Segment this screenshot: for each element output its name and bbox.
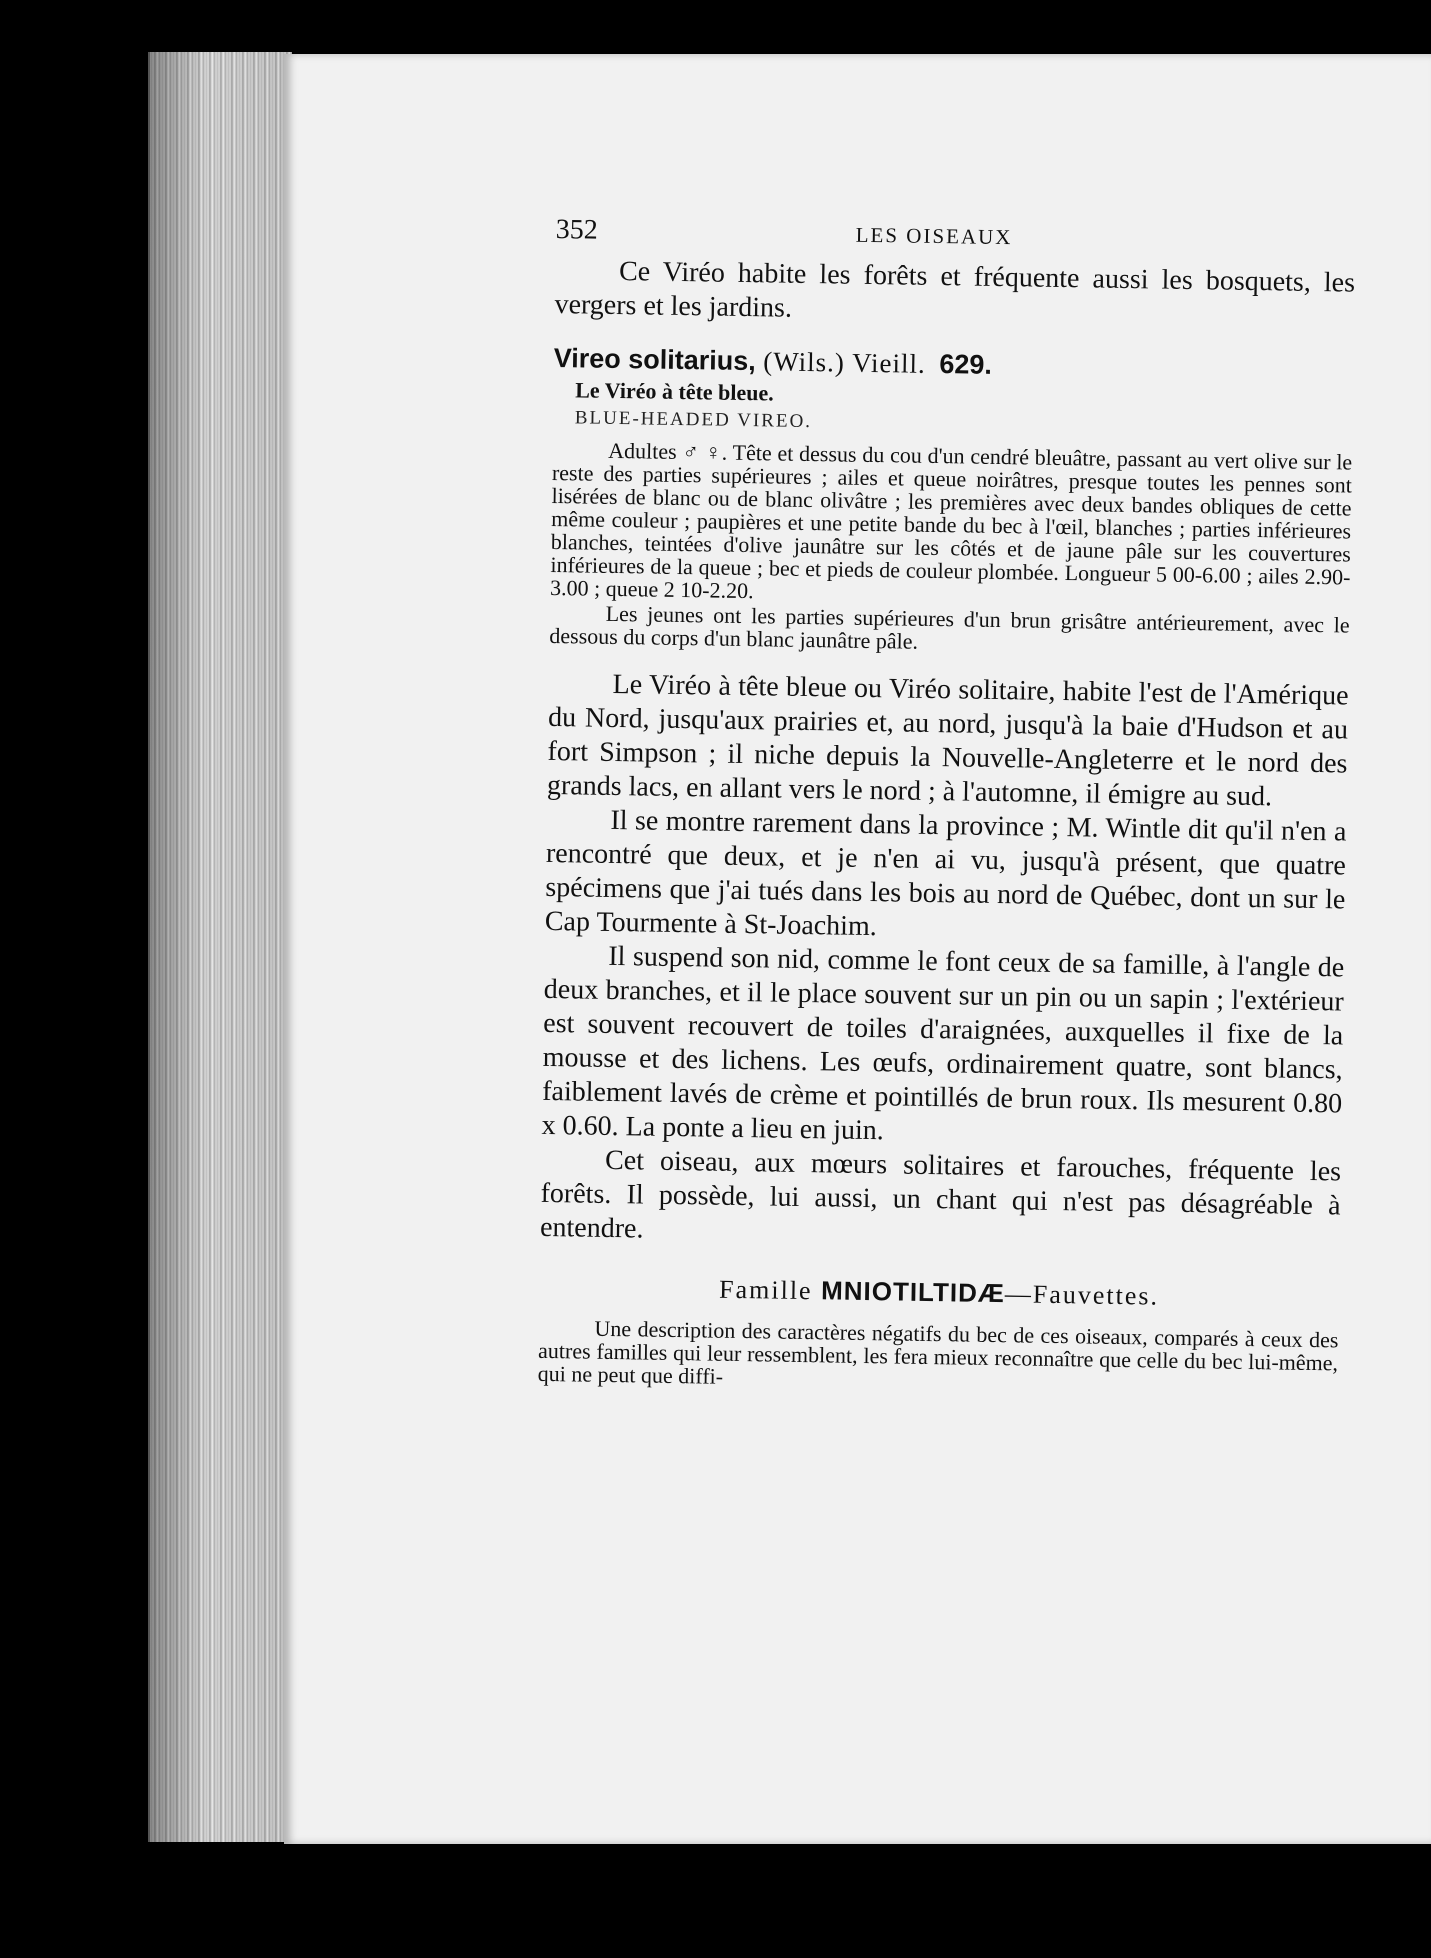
family-prefix: Famille: [718, 1274, 813, 1306]
intro-paragraph: Ce Viréo habite les forêts et fréquente aussi les bosquets, les vergers et les jardins.: [554, 256, 1356, 324]
family-latin-name: MNIOTILTIDÆ: [820, 1275, 1006, 1309]
body-paragraph: Le Viréo à tête bleue ou Viréo solitaire, habite l'est de l'Amérique du Nord, jusqu'aux prairies et, au nord, jusqu'à la baie d'Hudson et au fort Simpson ; il niche depuis la Nouvelle-Angleterre et le nord des grands lacs, en allant vers le nord ; à l'automne, il émigre au sud.: [546, 668, 1349, 813]
book-page-edges: [148, 52, 292, 1842]
species-english-name: BLUE-HEADED VIREO.: [574, 407, 813, 433]
species-french-name: Le Viréo à tête bleue.: [575, 377, 774, 406]
species-authority: (Wils.) Vieill.: [763, 346, 927, 379]
body-paragraph: Il suspend son nid, comme le font ceux de sa famille, à l'angle de deux branches, et il le place souvent sur un pin ou un sapin ; l'extérieur est souvent recouvert de toiles d'araignées, auxquelles il fixe de la mousse et des lichens. Les œufs, ordinairement quatre, sont blancs, faiblement lavés de crème et pointillés de brun roux. Ils mesurent 0.80 x 0.60. La ponte a lieu en juin.: [541, 940, 1345, 1147]
book-page: [284, 54, 1431, 1844]
species-latin-name: Vireo solitarius,: [553, 342, 757, 377]
family-common-name: —Fauvettes.: [1004, 1279, 1160, 1311]
species-number: 629.: [939, 349, 993, 380]
page-number: 352: [555, 214, 598, 246]
page-text-block: [538, 214, 1356, 1397]
family-heading: [539, 1271, 1339, 1315]
running-title: LES OISEAUX: [855, 222, 1013, 250]
body-paragraph: Cet oiseau, aux mœurs solitaires et farouches, fréquente les forêts. Il possède, lui aussi, un chant qui n'est pas désagréable à entendre.: [539, 1144, 1342, 1245]
family-paragraph: Une description des caractères négatifs du bec de ces oiseaux, comparés à ceux des autres familles qui leur ressemblent, les fera mieux reconnaître que celle du bec lui-même, qui ne peut que diffi-: [537, 1315, 1339, 1389]
body-paragraph: Il se montre rarement dans la province ; M. Wintle dit qu'il n'en a rencontré que deux, et je n'en ai vu, jusqu'à présent, que quatre spécimens que j'ai tués dans les bois au nord de Québec, dont un sur le Cap Tourmente à St-Joachim.: [544, 804, 1347, 943]
description-young: Les jeunes ont les parties supérieures d'un brun grisâtre antérieurement, avec le dessous du corps d'un blanc jaunâtre pâle.: [549, 600, 1350, 654]
description-adults: Adultes ♂ ♀. Tête et dessus du cou d'un cendré bleuâtre, passant au vert olive sur le reste des parties supérieures ; ailes et queue noirâtres, presque toutes les pennes sont lisérées de blanc ou de blanc olivâtre ; les premières avec deux bandes obliques de cette même couleur ; paupières et une petite bande du bec à l'œil, blanches ; parties inférieures blanches, teintées d'olive jaunâtre sur les côtés et de jaune pâle sur les couvertures inférieures de la queue ; bec et pieds de couleur plombée. Longueur 5 00-6.00 ; ailes 2.90-3.00 ; queue 2 10-2.20.: [549, 437, 1353, 604]
